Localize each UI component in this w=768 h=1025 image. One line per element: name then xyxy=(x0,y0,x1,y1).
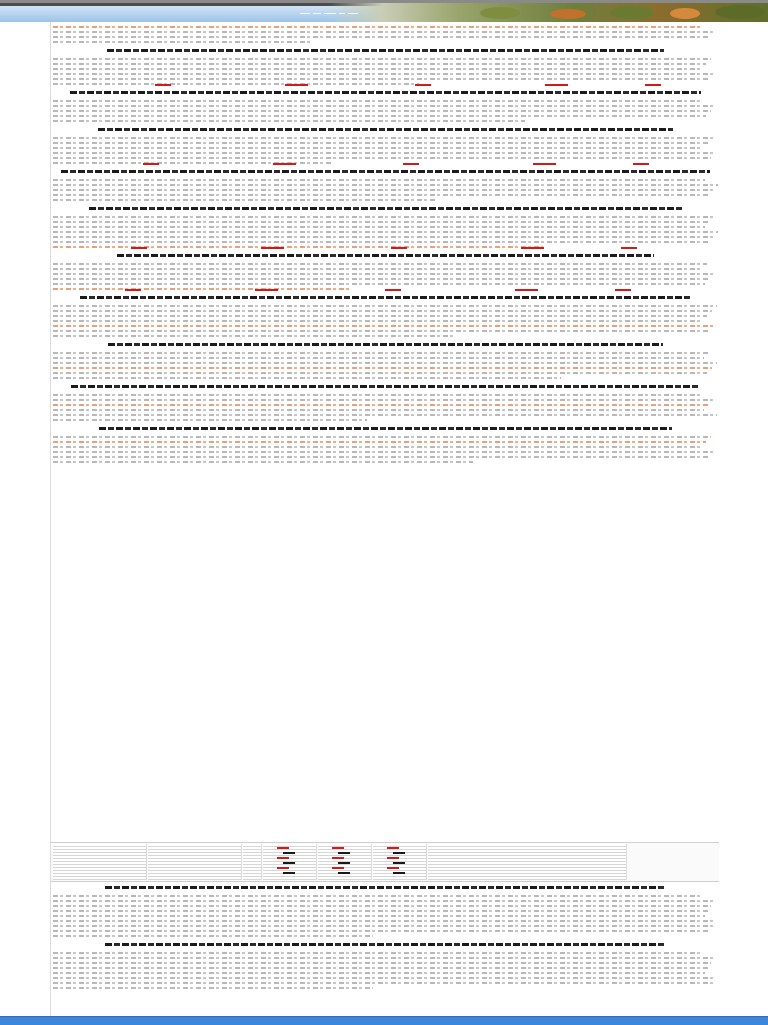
text-line xyxy=(53,456,709,458)
screenshot-mark xyxy=(332,857,344,859)
highlight-link[interactable] xyxy=(415,84,431,86)
text-line xyxy=(53,194,708,196)
text-line xyxy=(53,905,711,907)
text-line xyxy=(53,83,419,85)
highlight-link[interactable] xyxy=(143,163,159,165)
text-line xyxy=(53,414,717,416)
text-line xyxy=(53,900,714,902)
link-line[interactable] xyxy=(53,441,706,443)
heading-line xyxy=(105,943,665,946)
text-line xyxy=(53,105,716,107)
highlight-link[interactable] xyxy=(385,289,401,291)
text-line xyxy=(53,78,709,80)
screenshot-pane xyxy=(148,844,242,880)
text-line xyxy=(53,436,711,438)
text-line xyxy=(53,31,714,33)
highlight-link[interactable] xyxy=(545,84,568,86)
link-line[interactable] xyxy=(53,404,709,406)
screenshot-mark xyxy=(393,862,405,864)
screenshot-mark xyxy=(338,852,350,854)
screenshot-mark xyxy=(387,867,399,869)
text-line xyxy=(53,283,705,285)
text-line xyxy=(53,315,707,317)
screenshot-mark xyxy=(393,872,405,874)
text-line xyxy=(53,935,373,937)
text-line xyxy=(53,895,703,897)
text-line xyxy=(53,987,373,989)
heading-line xyxy=(107,49,664,52)
article-body xyxy=(50,22,719,1016)
text-line xyxy=(53,982,713,984)
text-line xyxy=(53,63,706,65)
text-line xyxy=(53,357,704,359)
screenshot-mark xyxy=(277,847,289,849)
text-line xyxy=(53,399,714,401)
heading-line xyxy=(117,254,654,257)
screenshot-pane xyxy=(373,844,427,880)
text-line xyxy=(53,120,525,122)
highlight-link[interactable] xyxy=(633,163,649,165)
highlight-link[interactable] xyxy=(533,163,556,165)
text-line xyxy=(53,362,717,364)
text-line xyxy=(53,278,710,280)
screenshot-mark xyxy=(387,847,399,849)
highlight-link[interactable] xyxy=(285,84,308,86)
highlight-link[interactable] xyxy=(403,163,419,165)
text-line xyxy=(53,110,711,112)
site-title[interactable] xyxy=(300,8,360,18)
text-line xyxy=(53,320,702,322)
link-line[interactable] xyxy=(53,325,715,327)
text-line xyxy=(53,952,703,954)
text-line xyxy=(53,226,705,228)
text-line xyxy=(53,221,710,223)
text-line xyxy=(53,263,707,265)
heading-line xyxy=(98,128,673,131)
text-line xyxy=(53,330,710,332)
highlight-link[interactable] xyxy=(131,247,147,249)
link-line[interactable] xyxy=(53,26,701,28)
highlight-link[interactable] xyxy=(521,247,544,249)
highlight-link[interactable] xyxy=(621,247,637,249)
text-line xyxy=(53,977,716,979)
text-line xyxy=(53,157,711,159)
highlight-link[interactable] xyxy=(125,289,141,291)
text-line xyxy=(53,377,561,379)
text-line xyxy=(53,115,706,117)
heading-line xyxy=(71,385,700,388)
screenshot-pane xyxy=(318,844,372,880)
site-header xyxy=(0,0,768,22)
text-line xyxy=(53,137,713,139)
text-line xyxy=(53,179,705,181)
highlight-link[interactable] xyxy=(645,84,661,86)
screenshot-mark xyxy=(387,857,399,859)
highlight-link[interactable] xyxy=(391,247,407,249)
screenshot-mark xyxy=(332,867,344,869)
text-line xyxy=(53,446,701,448)
text-line xyxy=(53,236,713,238)
text-line xyxy=(53,310,712,312)
heading-line xyxy=(105,886,665,889)
screenshot-mark xyxy=(277,867,289,869)
screenshot-mark xyxy=(338,872,350,874)
highlight-link[interactable] xyxy=(255,289,278,291)
text-line xyxy=(53,100,703,102)
text-line xyxy=(53,58,711,60)
screenshot-pane xyxy=(263,844,317,880)
text-line xyxy=(53,68,701,70)
text-line xyxy=(53,962,711,964)
text-line xyxy=(53,305,717,307)
text-line xyxy=(53,967,708,969)
screenshot-mark xyxy=(393,852,405,854)
text-line xyxy=(53,36,709,38)
text-line xyxy=(53,142,708,144)
screenshot-pane xyxy=(243,844,262,880)
highlight-link[interactable] xyxy=(261,247,284,249)
link-line[interactable] xyxy=(53,288,349,290)
text-line xyxy=(53,352,709,354)
text-line xyxy=(53,335,455,337)
text-line xyxy=(53,461,473,463)
heading-line xyxy=(108,343,663,346)
text-line xyxy=(53,41,313,43)
text-line xyxy=(53,184,718,186)
highlight-link[interactable] xyxy=(615,289,631,291)
text-line xyxy=(53,957,714,959)
screenshot-mark xyxy=(332,847,344,849)
heading-line xyxy=(70,91,701,94)
heading-line xyxy=(61,170,710,173)
text-line xyxy=(53,930,710,932)
header-banner-image xyxy=(330,3,768,22)
link-line[interactable] xyxy=(53,367,712,369)
text-line xyxy=(53,972,705,974)
text-line xyxy=(53,231,718,233)
text-line xyxy=(53,189,713,191)
text-line xyxy=(53,925,713,927)
screenshot-mark xyxy=(338,862,350,864)
text-line xyxy=(53,152,716,154)
text-line xyxy=(53,394,701,396)
text-line xyxy=(53,73,714,75)
text-line xyxy=(53,419,367,421)
text-line xyxy=(53,409,704,411)
screenshot-mark xyxy=(277,857,289,859)
link-line[interactable] xyxy=(53,246,543,248)
text-line xyxy=(53,451,714,453)
text-line xyxy=(53,920,716,922)
screenshot-pane xyxy=(428,844,627,880)
text-line xyxy=(53,147,703,149)
text-line xyxy=(53,199,437,201)
screenshot-mark xyxy=(283,872,295,874)
screenshot-pane xyxy=(53,844,147,880)
text-line xyxy=(53,915,705,917)
screenshot-mark xyxy=(283,852,295,854)
text-line xyxy=(53,910,708,912)
text-line xyxy=(53,268,702,270)
text-line xyxy=(53,241,708,243)
embedded-screenshot xyxy=(51,842,719,882)
heading-line xyxy=(80,296,691,299)
text-line xyxy=(53,273,715,275)
highlight-link[interactable] xyxy=(273,163,296,165)
heading-line xyxy=(99,427,672,430)
highlight-link[interactable] xyxy=(515,289,538,291)
highlight-link[interactable] xyxy=(155,84,171,86)
screenshot-mark xyxy=(283,862,295,864)
text-line xyxy=(53,216,715,218)
heading-line xyxy=(89,207,682,210)
text-line xyxy=(53,372,707,374)
